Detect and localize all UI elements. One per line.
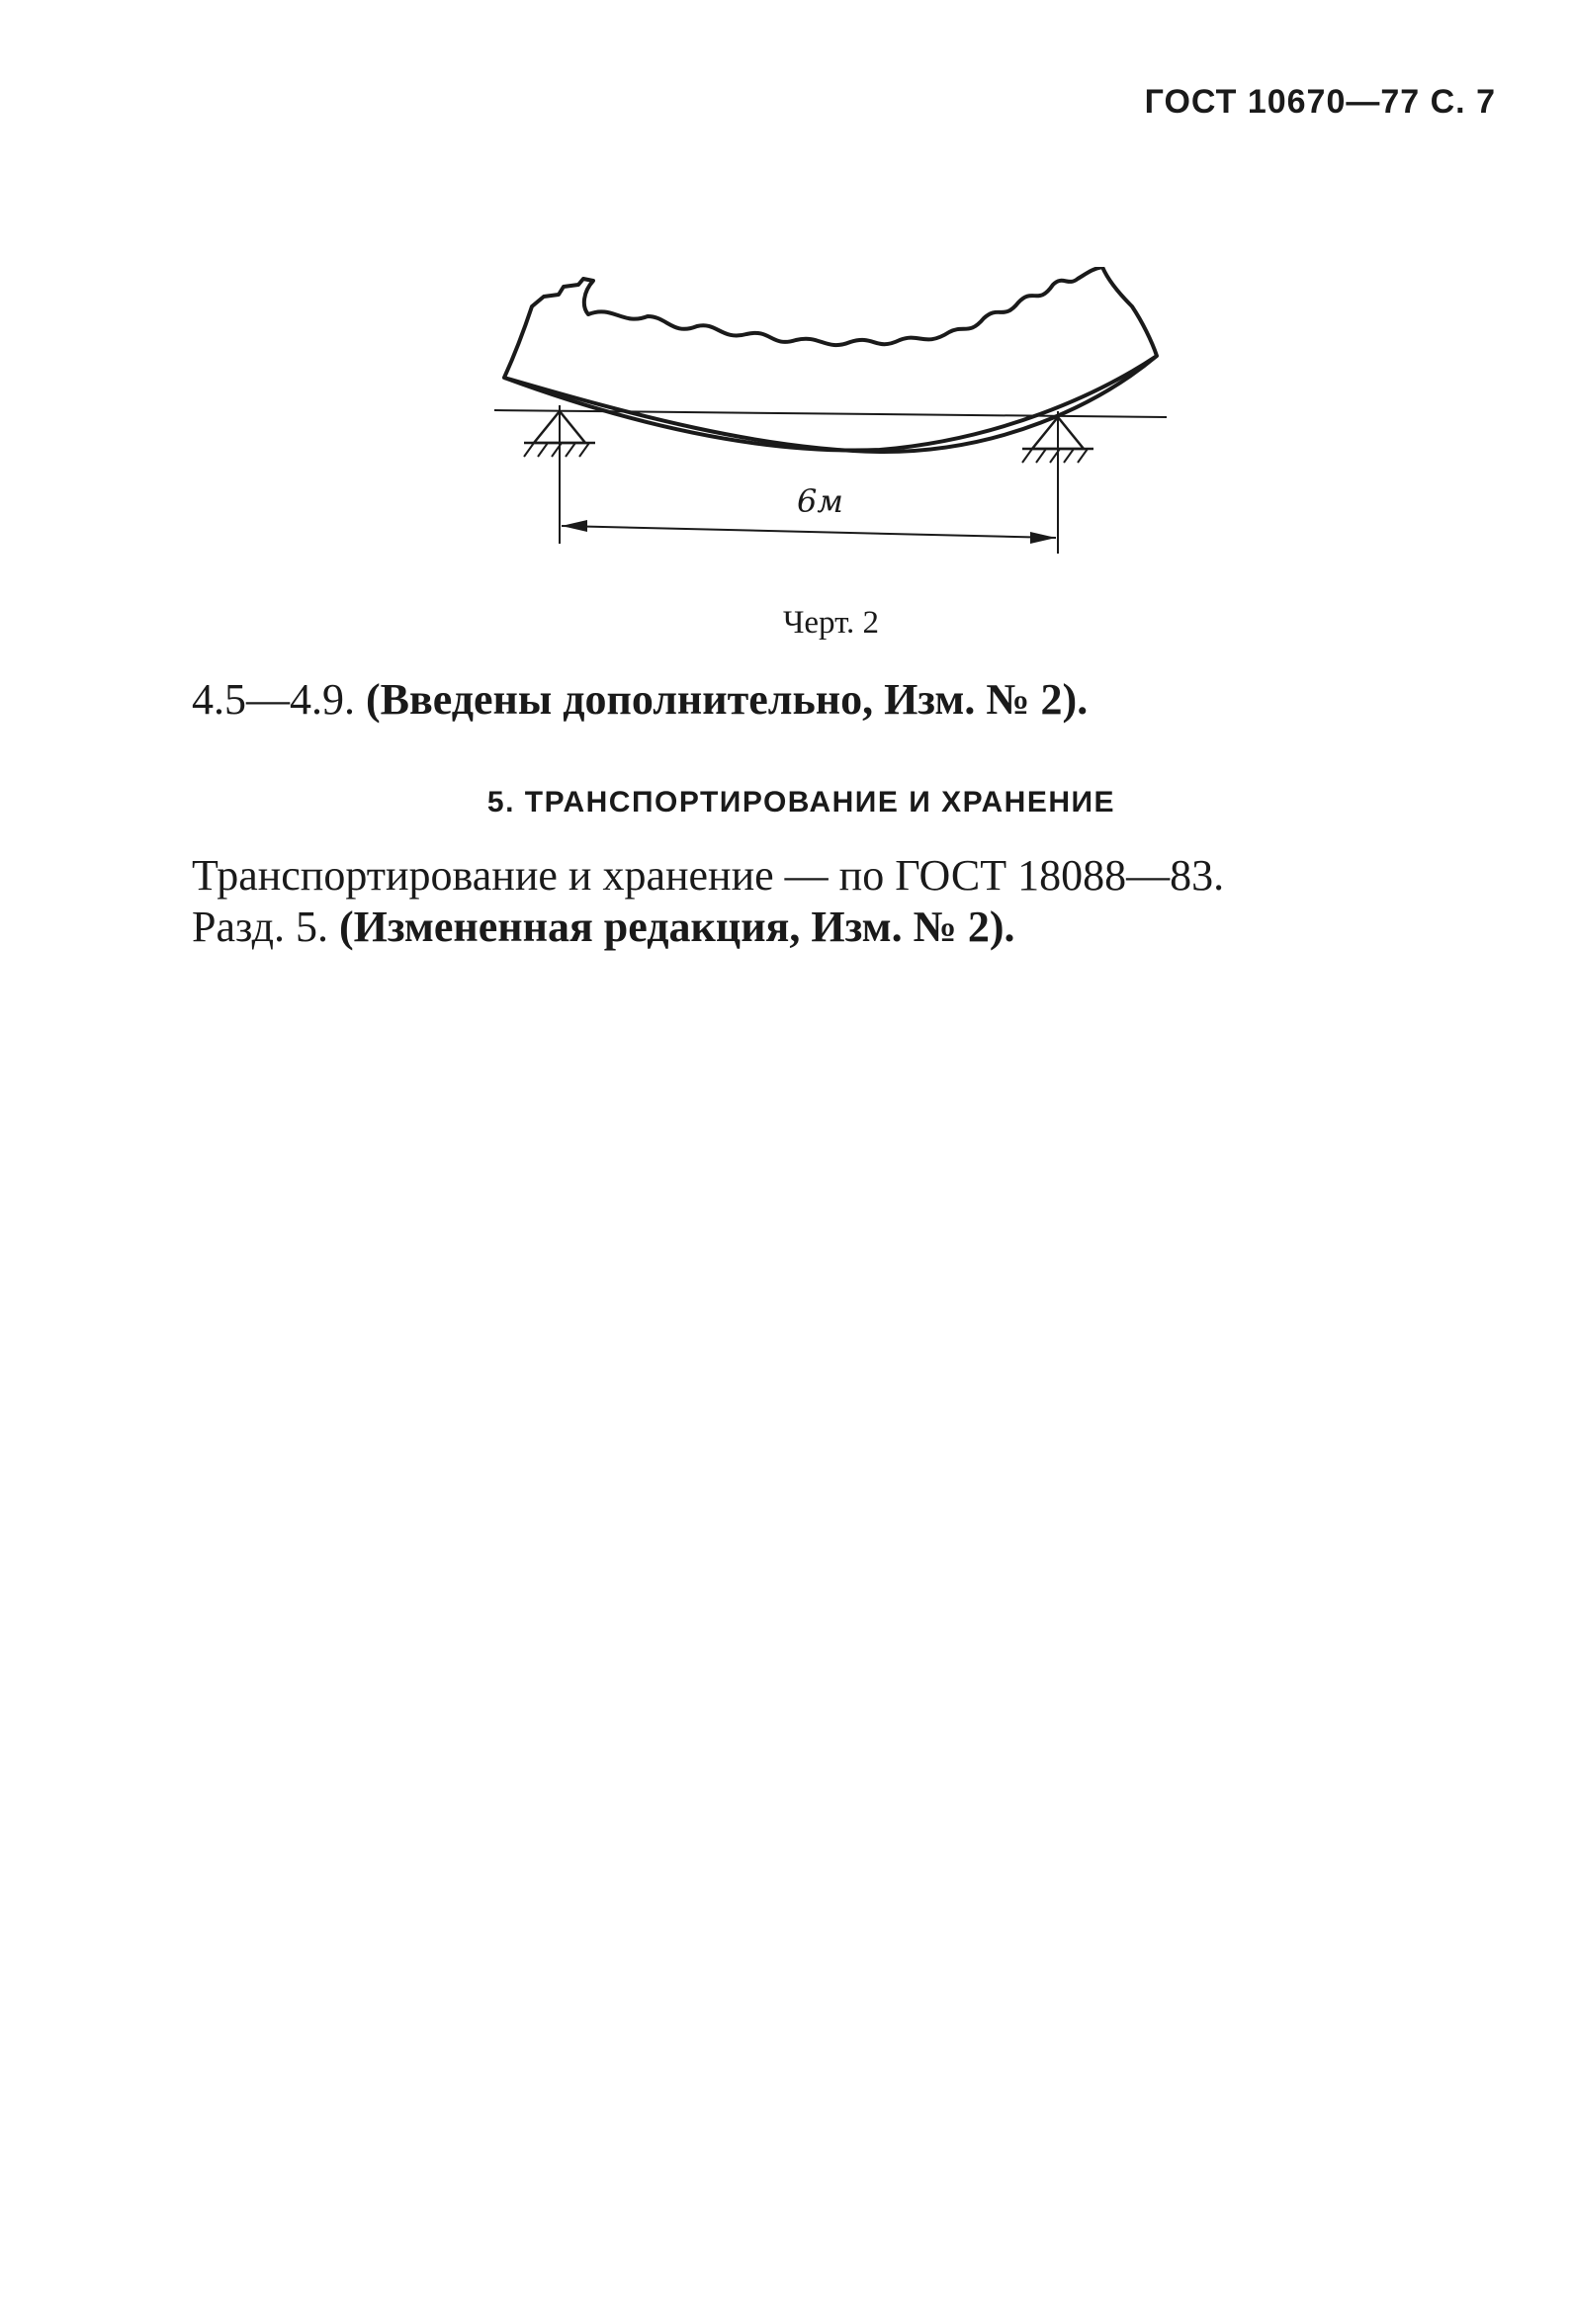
section-reference [192, 902, 1014, 952]
section-ref-note: (Измененная редакция, Изм. № 2). [338, 903, 1015, 951]
span-label: 6м [797, 482, 843, 520]
figure-caption: Черт. 2 [782, 605, 880, 641]
dimension-line [562, 520, 1056, 544]
clause-note: (Введены дополнительно, Изм. № 2). [366, 675, 1089, 724]
clause-4-5-4-9 [192, 674, 1088, 725]
section-text: Транспортирование и хранение — по ГОСТ 18088—83. [192, 851, 1225, 900]
clause-number: 4.5—4.9. [192, 675, 355, 724]
beam-deflection-drawing [484, 267, 1177, 573]
section-heading: 5. ТРАНСПОРТИРОВАНИЕ И ХРАНЕНИЕ [486, 786, 1116, 818]
page-header: ГОСТ 10670—77 С. 7 [1144, 83, 1496, 121]
figure-bent-beam [484, 267, 1177, 573]
right-support-icon [1022, 411, 1093, 554]
section-ref: Разд. 5. [192, 903, 328, 951]
